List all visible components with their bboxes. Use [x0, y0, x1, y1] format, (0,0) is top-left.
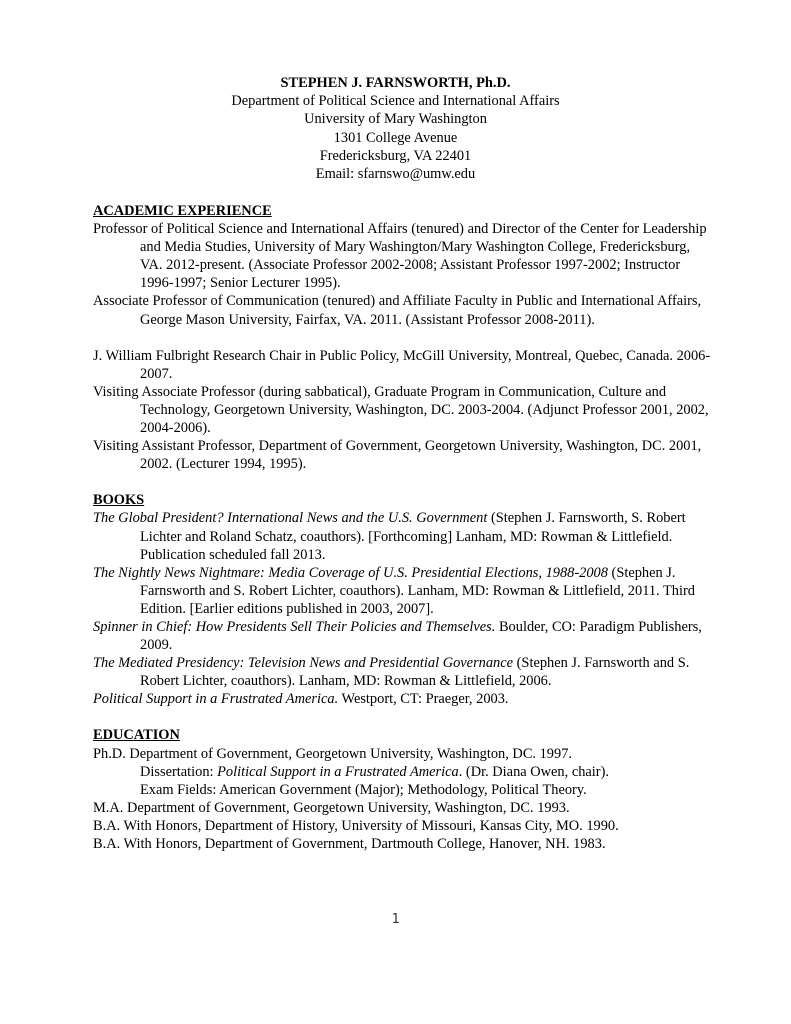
cv-body — [93, 202, 713, 853]
book-details: Westport, CT: Praeger, 2003. — [338, 691, 509, 708]
academic-entry: Visiting Assistant Professor, Department of Government, Georgetown University, Washington, DC. 2001, 2002. (Lecturer 1994, 1995). — [93, 438, 702, 473]
dissertation-line: Dissertation: Political Support in a Frustrated America. (Dr. Diana Owen, chair). — [140, 763, 609, 780]
book-entry — [93, 654, 713, 690]
cv-header — [0, 74, 791, 183]
book-entry — [93, 564, 713, 618]
author-name: STEPHEN J. FARNSWORTH, Ph.D. — [280, 75, 511, 91]
academic-entry: Associate Professor of Communication (tenured) and Affiliate Faculty in Public and International Affairs, George Mason University, Fairfax, VA. 2011. (Assistant Professor 2008-2011). — [93, 293, 702, 328]
book-details: (Stephen J. Farnsworth and S. Robert Lichter, coauthors). Lanham, MD: Rowman & Littlefield, 2006. — [140, 655, 690, 690]
book-entry — [93, 509, 713, 563]
street-address: 1301 College Avenue — [333, 129, 458, 146]
book-details: (Stephen J. Farnsworth and S. Robert Lichter, coauthors). Lanham, MD: Rowman & Littlefield, 2011. Third Edition. [Earlier editions published in 2003, 2007]. — [140, 564, 695, 617]
book-title: Spinner in Chief: How Presidents Sell Their Policies and Themselves. — [93, 618, 496, 635]
academic-entry: J. William Fulbright Research Chair in Public Policy, McGill University, Montreal, Quebec, Canada. 2006-2007. — [93, 347, 711, 382]
ba-entry-government: B.A. With Honors, Department of Government, Dartmouth College, Hanover, NH. 1983. — [93, 836, 606, 852]
dissertation-title: Political Support in a Frustrated America — [217, 763, 459, 780]
exam-fields-line: Exam Fields: American Government (Major); Methodology, Political Theory. — [140, 781, 587, 798]
book-details: Boulder, CO: Paradigm Publishers, 2009. — [140, 618, 702, 654]
book-entry — [93, 618, 713, 654]
book-entry — [93, 690, 713, 708]
email-line: Email: sfarnswo@umw.edu — [315, 166, 476, 183]
book-details: (Stephen J. Farnsworth, S. Robert Lichter and Roland Schatz, coauthors). [Forthcoming] Lanham, MD: Rowman & Littlefield. Publication scheduled fall 2013. — [140, 510, 686, 563]
phd-entry: Ph.D. Department of Government, Georgetown University, Washington, DC. 1997. — [93, 745, 572, 762]
city-state-zip: Fredericksburg, VA 22401 — [319, 147, 472, 164]
academic-experience-heading: ACADEMIC EXPERIENCE — [93, 203, 272, 219]
academic-entry: Professor of Political Science and International Affairs (tenured) and Director of the Center for Leadership and Media Studies, University of Mary Washington/Mary Washington College, Fredericksburg, VA. 2012-present. (Associate Professor 2002-2008; Assistant Professor 1997-2002; Instructor 1996-1997; Senior Lecturer 1995). — [93, 221, 707, 292]
education-heading: EDUCATION — [93, 727, 180, 744]
book-title: The Mediated Presidency: Television News and Presidential Governance — [93, 655, 514, 672]
book-title: The Global President? International News and the U.S. Government — [93, 510, 488, 527]
ma-entry: M.A. Department of Government, Georgetown University, Washington, DC. 1993. — [93, 799, 570, 816]
books-heading: BOOKS — [93, 492, 145, 509]
ba-entry-history: B.A. With Honors, Department of History, University of Missouri, Kansas City, MO. 1990. — [93, 817, 619, 834]
page-number: 1 — [391, 912, 400, 927]
university-line: University of Mary Washington — [304, 111, 487, 128]
book-title: Political Support in a Frustrated America. — [93, 691, 339, 708]
department-line: Department of Political Science and International Affairs — [231, 93, 560, 110]
academic-entry: Visiting Associate Professor (during sabbatical), Graduate Program in Communication, Culture and Technology, Georgetown University, Washington, DC. 2003-2004. (Adjunct Professor 2001, 2002, 2004-2006). — [93, 383, 709, 437]
book-title: The Nightly News Nightmare: Media Coverage of U.S. Presidential Elections, 1988-2008 — [93, 564, 608, 581]
